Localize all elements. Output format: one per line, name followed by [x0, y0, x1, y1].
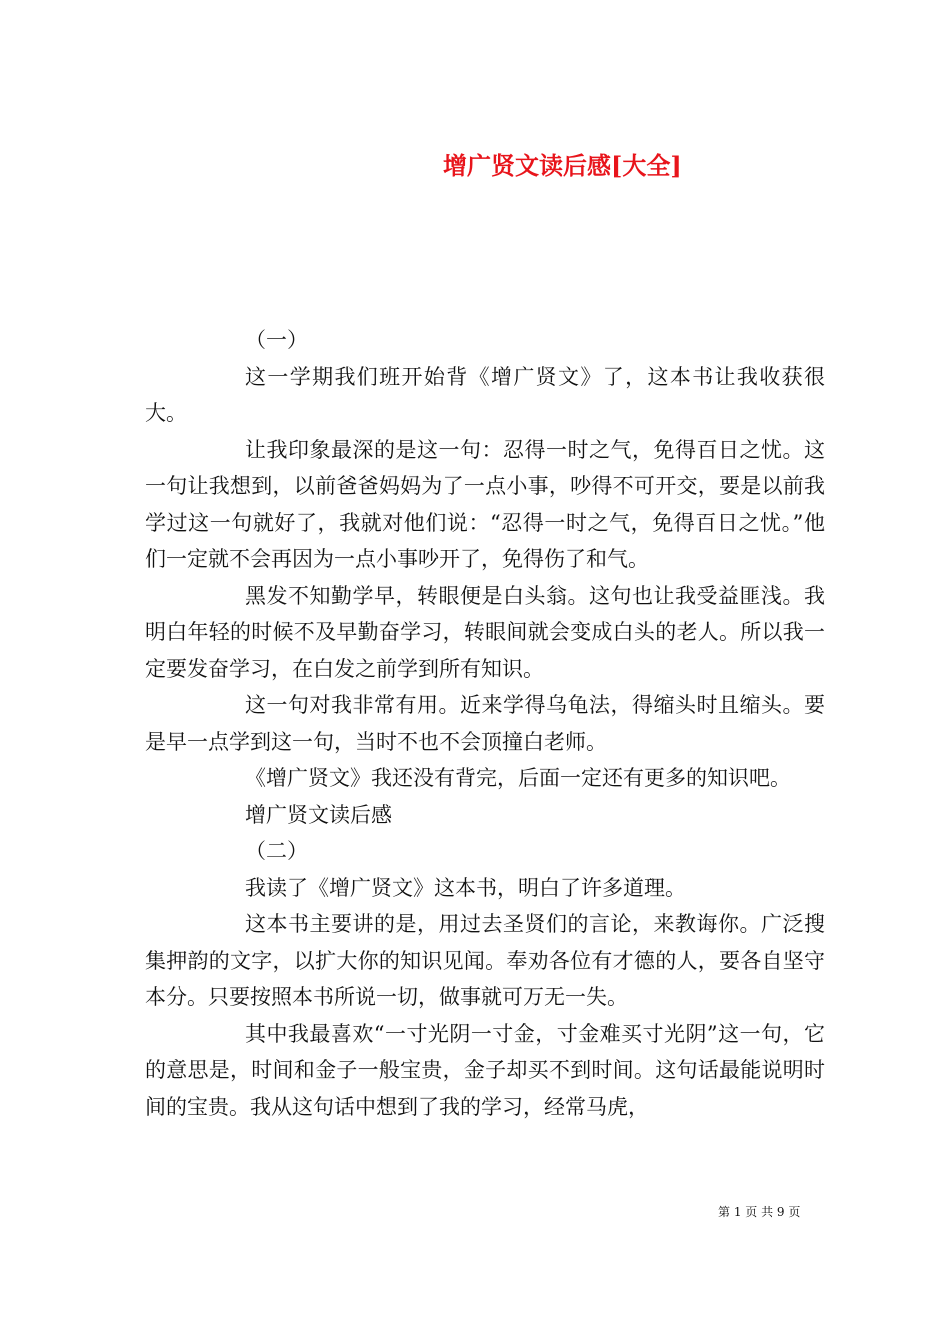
section-heading: 增广贤文读后感 [245, 802, 392, 827]
page-number-footer: 第 1 页 共 9 页 [718, 1205, 801, 1219]
paragraph: 《增广贤文》我还没有背完，后面一定还有更多的知识吧。 [245, 766, 791, 790]
section-marker-two: （二） [245, 839, 308, 863]
paragraph: 其中我最喜欢“一寸光阴一寸金，寸金难买寸光阴”这一句，它的意思是，时间和金子一般宝贵，金子却买不到时间。这句话最能说明时间的宝贵。我从这句话中想到了我的学习，经常马虎， [145, 1021, 825, 1119]
paragraph: 黑发不知勤学早，转眼便是白头翁。这句也让我受益匪浅。我明白年轻的时候不及早勤奋学习，转眼间就会变成白头的老人。所以我一定要发奋学习，在白发之前学到所有知识。 [145, 583, 825, 681]
section-marker-one: （一） [245, 328, 308, 352]
paragraph: 让我印象最深的是这一句：忍得一时之气，免得百日之忧。这一句让我想到，以前爸爸妈妈为了一点小事，吵得不可开交，要是以前我学过这一句就好了，我就对他们说：“忍得一时之气，免得百日之忧。”他们一定就不会再因为一点小事吵开了，免得伤了和气。 [145, 437, 825, 571]
paragraph: 我读了《增广贤文》这本书，明白了许多道理。 [245, 875, 686, 900]
paragraph: 这一句对我非常有用。近来学得乌龟法，得缩头时且缩头。要是早一点学到这一句，当时不也不会顶撞白老师。 [145, 693, 825, 754]
paragraph: 这本书主要讲的是，用过去圣贤们的言论，来教诲你。广泛搜集押韵的文字，以扩大你的知识见闻。奉劝各位有才德的人，要各自坚守本分。只要按照本书所说一切，做事就可万无一失。 [145, 912, 825, 1009]
document-body [145, 322, 825, 1125]
page-title: 增广贤文读后感[大全] [443, 151, 682, 181]
paragraph: 这一学期我们班开始背《增广贤文》了，这本书让我收获很大。 [145, 364, 825, 425]
